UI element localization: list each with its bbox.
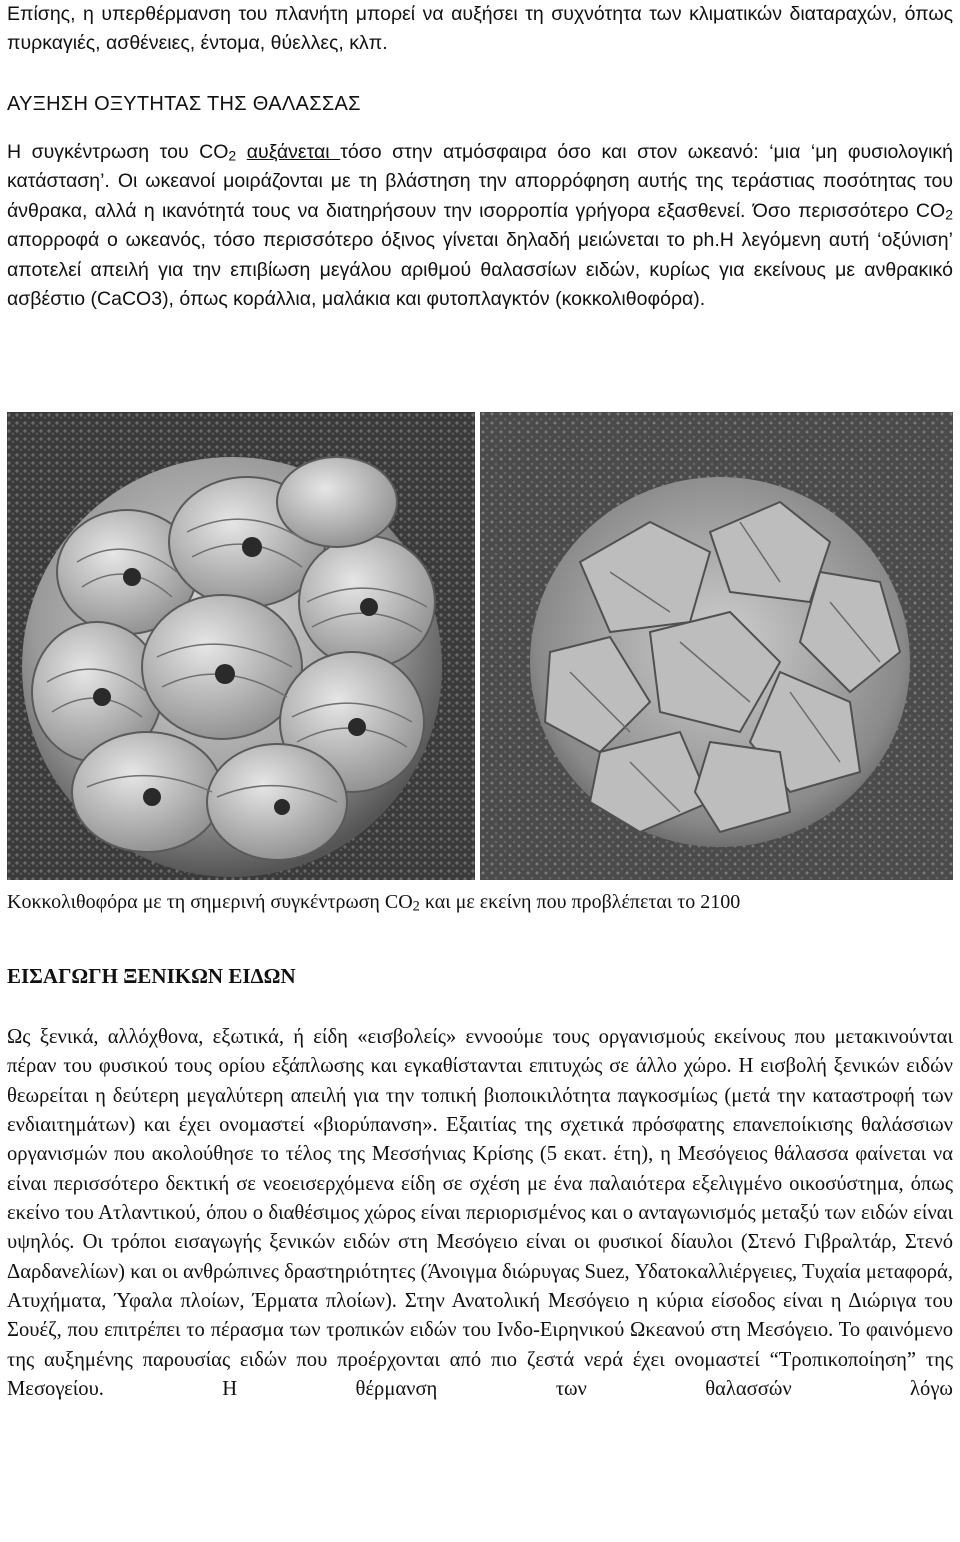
sem-image-coccolithophore-current [7, 412, 475, 880]
subscript: 2 [412, 898, 420, 915]
paragraph-alien-species [7, 1023, 953, 1404]
text-run: τόσο στην ατμόσφαιρα όσο και στον ωκεανό: ‘μια ‘μη φυσιολογική κατάσταση’. Οι ωκεανοί μοιράζονται με τη βλάστηση την απορρόφηση αυτής της τεράστιας ποσότητας του άνθρακα, αλλά η ικανότητά τους να διατηρήσουν την ισορροπία γρήγορα εξασθενεί. Όσο περισσότερο CO [7, 141, 953, 222]
subscript: 2 [228, 147, 237, 164]
paragraph-text: Ως ξενικά, αλλόχθονα, εξωτικά, ή είδη «εισβολείς» εννοούμε τους οργανισμούς εκείνους που μετακινούνται πέραν του φυσικού τους ορίου εξάπλωσης και εγκαθίστανται επιτυχώς σε άλλο χώρο. Η εισβολή ξενικών ειδών θεωρείται η δεύτερη μεγαλύτερη απειλή για την τοπική βιοποικιλότητα παγκοσμίως (μετά την καταστροφή των ενδιαιτημάτων) και έχει ονομαστεί «βιορύπανση». Εξαιτίας της σχετικά πρόσφατης επανεποίκισης θαλάσσιων οργανισμών που ακολούθησε το τέλος της Μεσσήνιας Κρίσης (5 εκατ. έτη), η Μεσόγειος θάλασσα φαίνεται να είναι περισσότερο δεκτική σε νεοεισερχόμενα είδη σε σχέση με ένα παλαιότερα εξελιγμένο οικοσύστημα, όπως εκείνο του Ατλαντικού, όπου ο διαθέσιμος χώρος είναι περιορισμένος και ο ανταγωνισμός μεταξύ των ειδών είναι υψηλός. Οι τρόποι εισαγωγής ξενικών ειδών στη Μεσόγειο είναι οι φυσικοί δίαυλοι (Στενό Γιβραλτάρ, Στενό Δαρδανελίων) και οι ανθρώπινες δραστηριότητες (Άνοιγμα διώρυγας Suez, Υδατοκαλλιέργειες, Τυχαία μεταφορά, Ατυχήματα, Ύφαλα πλοίων, Έρματα πλοίων). Στην Ανατολική Μεσόγειο η κύρια είσοδος είναι η Διώριγα του Σουέζ, που επιτρέπει το πέρασμα των τροπικών ειδών του Ινδο-Ειρηνικού Ωκεανού στη Μεσόγειο. Το φαινόμενο της αυξημένης παρουσίας ειδών που προέρχονται από πιο ζεστά νερά έχει ονομαστεί “Τροπικοποίηση” της Μεσογείου. Η θέρμανση των θαλασσών λόγω [7, 1026, 953, 1401]
subscript: 2 [945, 206, 953, 223]
text-run: Κοκκολιθοφόρα με τη σημερινή συγκέντρωση CO [7, 891, 413, 913]
figure-coccolithophores [7, 412, 953, 880]
paragraph-climate-disturbances [7, 0, 953, 59]
heading-alien-species: ΕΙΣΑΓΩΓΗ ΞΕΝΙΚΩΝ ΕΙΔΩΝ [7, 964, 296, 988]
heading-ocean-acidification: ΑΥΞΗΣΗ ΟΞΥΤΗΤΑΣ ΤΗΣ ΘΑΛΑΣΣΑΣ [7, 93, 361, 115]
paragraph-text: Επίσης, η υπερθέρμανση του πλανήτη μπορεί να αυξήσει τη συχνότητα των κλιματικών διαταραχών, όπως πυρκαγιές, ασθένειες, έντομα, θύελλες, κλπ. [7, 3, 953, 55]
coccolithophore-malformed-illustration [480, 412, 953, 880]
text-run: Η συγκέντρωση του CO [7, 141, 229, 163]
figure-caption [7, 888, 740, 916]
text-run: και με εκείνη που προβλέπεται το 2100 [419, 891, 741, 913]
underlined-text: αυξάνεται [246, 141, 341, 163]
text-run: απορροφά ο ωκεανός, τόσο περισσότερο όξινος γίνεται δηλαδή μειώνεται το ph.Η λεγόμενη αυτή ‘οξύνιση’ αποτελεί απειλή για την επιβίωση μεγάλου αριθμού θαλασσίων ειδών, κυρίως για εκείνους με ανθρακικό ασβέστιο (CaCO3), όπως κοράλλια, μαλάκια και φυτοπλαγκτόν (κοκκολιθοφόρα). [7, 229, 953, 311]
sem-image-coccolithophore-2100 [480, 412, 953, 880]
coccolithophore-healthy-illustration [7, 412, 475, 880]
paragraph-acidification [7, 138, 953, 314]
paragraph-text [7, 138, 953, 314]
